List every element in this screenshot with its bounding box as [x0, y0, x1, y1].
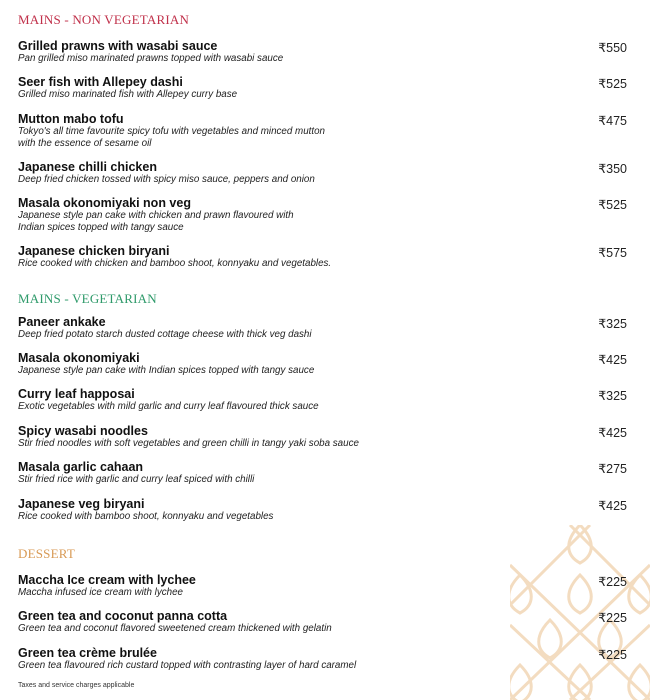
item-price: ₹325: [598, 317, 627, 331]
item-price: ₹225: [598, 611, 627, 625]
item-name: Grilled prawns with wasabi sauce: [18, 39, 218, 53]
menu-item: [18, 387, 633, 413]
item-description: Exotic vegetables with mild garlic and curry leaf flavoured thick sauce: [18, 401, 319, 412]
item-price: ₹525: [598, 198, 627, 212]
menu-item: [18, 609, 633, 635]
menu-item: [18, 460, 633, 486]
item-price: ₹425: [598, 426, 627, 440]
item-name: Masala garlic cahaan: [18, 460, 144, 474]
item-description: Stir fried noodles with soft vegetables and green chilli in tangy yaki soba sauce: [18, 438, 359, 449]
item-price: ₹525: [598, 77, 627, 91]
item-description: Japanese style pan cake with Indian spices topped with tangy sauce: [18, 365, 315, 376]
item-price: ₹350: [598, 162, 627, 176]
item-name: Masala okonomiyaki non veg: [18, 196, 191, 210]
section-title-non-veg: MAINS - NON VEGETARIAN: [18, 12, 190, 27]
item-name: Maccha Ice cream with lychee: [18, 573, 196, 587]
menu-item: [18, 244, 633, 270]
item-description: Deep fried chicken tossed with spicy miso sauce, peppers and onion: [18, 174, 315, 185]
item-description: Rice cooked with chicken and bamboo shoot, konnyaku and vegetables.: [18, 258, 332, 269]
item-price: ₹225: [598, 648, 627, 662]
item-name: Mutton mabo tofu: [18, 112, 124, 126]
menu-item: [18, 351, 633, 377]
item-price: ₹575: [598, 246, 627, 260]
item-name: Paneer ankake: [18, 315, 106, 329]
item-name: Seer fish with Allepey dashi: [18, 75, 183, 89]
item-price: ₹425: [598, 353, 627, 367]
menu-item: [18, 573, 633, 599]
item-price: ₹550: [598, 41, 627, 55]
item-description: Japanese style pan cake with chicken and prawn flavoured with: [18, 210, 294, 221]
item-price: ₹475: [598, 114, 627, 128]
menu-item: [18, 112, 633, 149]
section-title-dessert: DESSERT: [18, 546, 75, 561]
section-title-veg: MAINS - VEGETARIAN: [18, 291, 157, 306]
menu-item: [18, 315, 633, 341]
item-description: Deep fried potato starch dusted cottage cheese with thick veg dashi: [18, 329, 312, 340]
item-name: Spicy wasabi noodles: [18, 424, 148, 438]
item-description: Pan grilled miso marinated prawns topped with wasabi sauce: [18, 53, 284, 64]
item-price: ₹425: [598, 499, 627, 513]
menu-item: [18, 196, 633, 233]
item-description: Green tea and coconut flavored sweetened cream thickened with gelatin: [18, 623, 332, 634]
menu-item: [18, 39, 633, 65]
item-description: Stir fried rice with garlic and curry leaf spiced with chilli: [18, 474, 255, 485]
item-name: Green tea crème brulée: [18, 646, 157, 660]
menu-item: [18, 424, 633, 450]
menu-item: [18, 75, 633, 101]
menu-item: [18, 497, 633, 523]
item-name: Japanese veg biryani: [18, 497, 145, 511]
item-price: ₹275: [598, 462, 627, 476]
item-name: Green tea and coconut panna cotta: [18, 609, 228, 623]
item-description: Rice cooked with bamboo shoot, konnyaku and vegetables: [18, 511, 274, 522]
item-description-line-2: Indian spices topped with tangy sauce: [18, 221, 184, 233]
menu-item: [18, 160, 633, 186]
item-price: ₹325: [598, 389, 627, 403]
menu-item: [18, 646, 633, 672]
item-description: Grilled miso marinated fish with Allepey curry base: [18, 89, 238, 100]
item-description: Green tea flavoured rich custard topped with contrasting layer of hard caramel: [18, 660, 357, 671]
item-description: Tokyo's all time favourite spicy tofu with vegetables and minced mutton: [18, 126, 325, 137]
item-price: ₹225: [598, 575, 627, 589]
item-name: Japanese chicken biryani: [18, 244, 170, 258]
item-description-line-2: with the essence of sesame oil: [18, 137, 152, 149]
item-description: Maccha infused ice cream with lychee: [18, 587, 183, 598]
footer-note: Taxes and service charges applicable: [18, 682, 135, 689]
item-name: Curry leaf happosai: [18, 387, 135, 401]
item-name: Japanese chilli chicken: [18, 160, 157, 174]
item-name: Masala okonomiyaki: [18, 351, 140, 365]
